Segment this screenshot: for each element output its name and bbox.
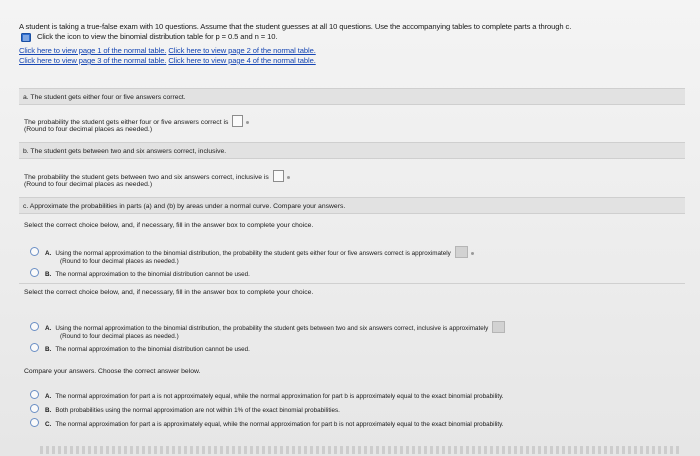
table-icon[interactable] (21, 33, 31, 42)
q3-option-a[interactable]: A. The normal approximation for part a is not approximately equal, while the normal approximation for part b is approximately equal to the exact binomial probability. (30, 390, 504, 401)
q2-option-a[interactable]: A. Using the normal approximation to the binomial distribution, the probability the student gets between two and six answers correct, inclusive is approximately (30, 321, 505, 333)
part-b-answer-box[interactable] (273, 170, 284, 182)
binomial-table-help-text: Click the icon to view the binomial distribution table for p = 0.5 and n = 10. (37, 32, 278, 41)
q1-option-b-radio[interactable] (30, 268, 39, 277)
q1-option-a-rounding-note: (Round to four decimal places as needed.) (60, 258, 179, 265)
dot-icon (471, 252, 474, 255)
normal-table-page-3-link[interactable]: Click here to view page 3 of the normal table. (19, 56, 167, 65)
normal-table-page-4-link[interactable]: Click here to view page 4 of the normal table. (168, 56, 316, 65)
q2-option-b-radio[interactable] (30, 343, 39, 352)
normal-table-page-1-link[interactable]: Click here to view page 1 of the normal table. (19, 46, 167, 55)
q1-option-a-radio[interactable] (30, 247, 39, 256)
part-c-select-instruction-1: Select the correct choice below, and, if necessary, fill in the answer box to complete your choice. (24, 222, 314, 229)
part-b-rounding-note: (Round to four decimal places as needed.) (24, 181, 153, 188)
q3-option-c-radio[interactable] (30, 418, 39, 427)
part-c-select-instruction-2: Select the correct choice below, and, if necessary, fill in the answer box to complete your choice. (24, 289, 314, 296)
q3-option-c[interactable]: C. The normal approximation for part a is approximately equal, while the normal approximation for part b is not approximately equal to the exact binomial probability. (30, 418, 504, 429)
question-intro (19, 22, 689, 66)
q1-option-a[interactable]: A. Using the normal approximation to the binomial distribution, the probability the student gets either four or five answers correct is approximately (30, 246, 474, 258)
divider (19, 283, 685, 284)
part-b-question-text: The probability the student gets between two and six answers correct, inclusive is (24, 174, 269, 181)
q3-option-a-radio[interactable] (30, 390, 39, 399)
part-b-heading: b. The student gets between two and six answers correct, inclusive. (19, 142, 685, 159)
q1-option-a-answer-box[interactable] (455, 246, 468, 258)
part-a-question-text: The probability the student gets either four or five answers correct is (24, 119, 229, 126)
dot-icon (287, 176, 290, 179)
compare-instruction: Compare your answers. Choose the correct answer below. (24, 368, 201, 375)
normal-table-page-2-link[interactable]: Click here to view page 2 of the normal table. (168, 46, 316, 55)
q2-option-b[interactable]: B. The normal approximation to the binomial distribution cannot be used. (30, 343, 250, 354)
dot-icon (246, 121, 249, 124)
problem-statement: A student is taking a true-false exam with 10 questions. Assume that the student guesses at all 10 questions. Use the accompanying tables to complete parts a through c. (19, 22, 572, 31)
q2-option-a-rounding-note: (Round to four decimal places as needed.) (60, 333, 179, 340)
q3-option-b-radio[interactable] (30, 404, 39, 413)
q2-option-a-radio[interactable] (30, 322, 39, 331)
q2-option-a-answer-box[interactable] (492, 321, 505, 333)
q3-option-b[interactable]: B. Both probabilities using the normal approximation are not within 1% of the exact binomial probabilities. (30, 404, 340, 415)
part-a-heading: a. The student gets either four or five answers correct. (19, 88, 685, 105)
part-c-heading: c. Approximate the probabilities in parts (a) and (b) by areas under a normal curve. Compare your answers. (19, 197, 685, 214)
cut-off-next-option (40, 446, 680, 454)
part-a-rounding-note: (Round to four decimal places as needed.) (24, 126, 153, 133)
q1-option-b[interactable]: B. The normal approximation to the binomial distribution cannot be used. (30, 268, 250, 279)
part-a-answer-box[interactable] (232, 115, 243, 127)
